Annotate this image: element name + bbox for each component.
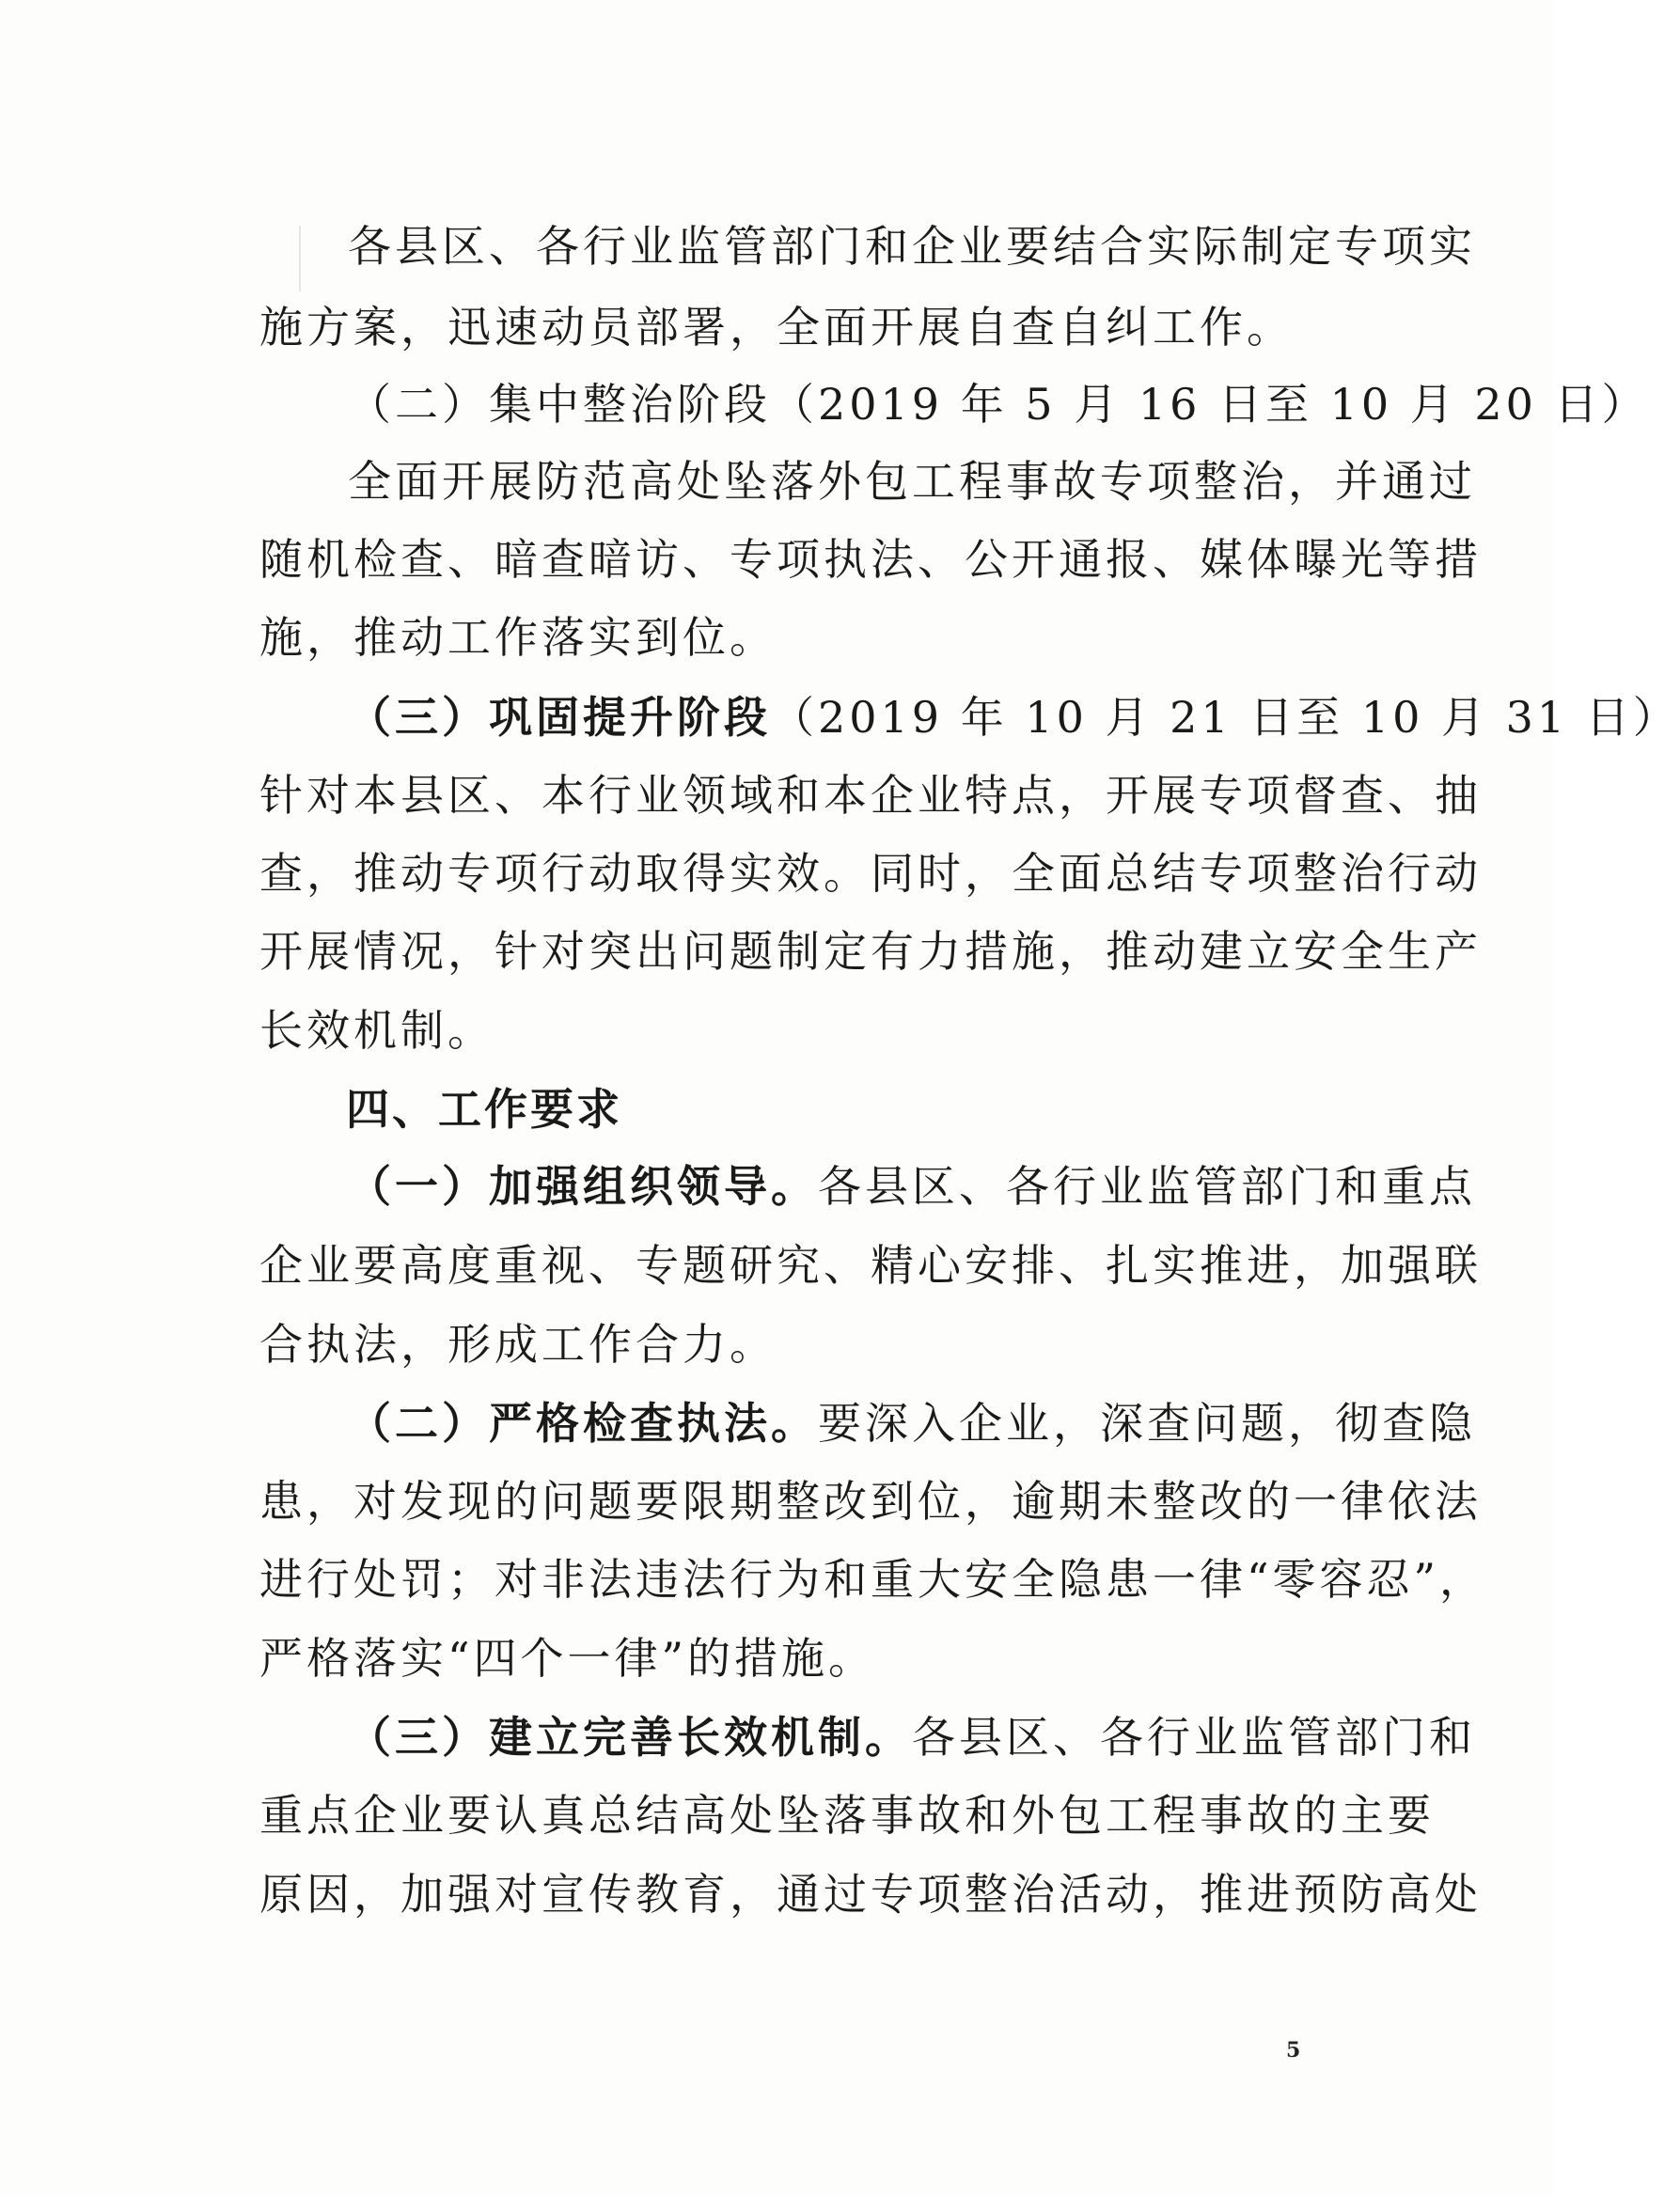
body-line: 合执法，形成工作合力。 bbox=[259, 1319, 777, 1370]
requirement-1 bbox=[348, 1158, 1476, 1215]
phase-3-dates: （2019 年 10 月 21 日至 10 月 31 日） bbox=[771, 692, 1680, 743]
requirement-2-title: （二）严格检查执法。 bbox=[348, 1398, 818, 1449]
page-number: 5 bbox=[1286, 2038, 1301, 2063]
body-line: 重点企业要认真总结高处坠落事故和外包工程事故的主要 bbox=[259, 1790, 1435, 1841]
scan-artifact bbox=[299, 226, 301, 291]
body-line: 企业要高度重视、专题研究、精心安排、扎实推进，加强联 bbox=[259, 1240, 1482, 1291]
body-line: 随机检查、暗查暗访、专项执法、公开通报、媒体曝光等措 bbox=[259, 534, 1482, 585]
body-line: 患，对发现的问题要限期整改到位，逾期未整改的一律依法 bbox=[259, 1476, 1482, 1527]
requirement-1-text: 各县区、各行业监管部门和重点 bbox=[818, 1161, 1476, 1212]
requirement-3 bbox=[348, 1709, 1476, 1765]
body-line: 施，推动工作落实到位。 bbox=[259, 612, 777, 663]
body-line: 全面开展防范高处坠落外包工程事故专项整治，并通过 bbox=[348, 456, 1476, 507]
requirement-3-text: 各县区、各行业监管部门和 bbox=[912, 1712, 1476, 1763]
body-line: 针对本县区、本行业领域和本企业特点，开展专项督查、抽 bbox=[259, 770, 1482, 821]
phase-3-heading bbox=[348, 689, 1680, 745]
body-line: 开展情况，针对突出问题制定有力措施，推动建立安全生产 bbox=[259, 926, 1482, 977]
phase-2-heading: （二）集中整治阶段（2019 年 5 月 16 日至 10 月 20 日） bbox=[348, 379, 1649, 430]
requirement-3-title: （三）建立完善长效机制。 bbox=[348, 1712, 912, 1763]
section-4-heading: 四、工作要求 bbox=[346, 1084, 622, 1135]
body-line: 施方案，迅速动员部署，全面开展自查自纠工作。 bbox=[259, 302, 1294, 353]
body-line: 严格落实“四个一律”的措施。 bbox=[259, 1633, 876, 1684]
body-line: 查，推动专项行动取得实效。同时，全面总结专项整治行动 bbox=[259, 848, 1482, 899]
phase-3-title: （三）巩固提升阶段 bbox=[348, 692, 771, 743]
requirement-2-text: 要深入企业，深查问题，彻查隐 bbox=[818, 1398, 1476, 1449]
requirement-1-title: （一）加强组织领导。 bbox=[348, 1161, 818, 1212]
requirement-2 bbox=[348, 1395, 1476, 1451]
body-line: 各县区、各行业监管部门和企业要结合实际制定专项实 bbox=[348, 221, 1476, 272]
body-line: 进行处罚；对非法违法行为和重大安全隐患一律“零容忍”， bbox=[259, 1554, 1487, 1605]
body-line: 原因，加强对宣传教育，通过专项整治活动，推进预防高处 bbox=[259, 1869, 1482, 1920]
body-line: 长效机制。 bbox=[259, 1005, 495, 1056]
